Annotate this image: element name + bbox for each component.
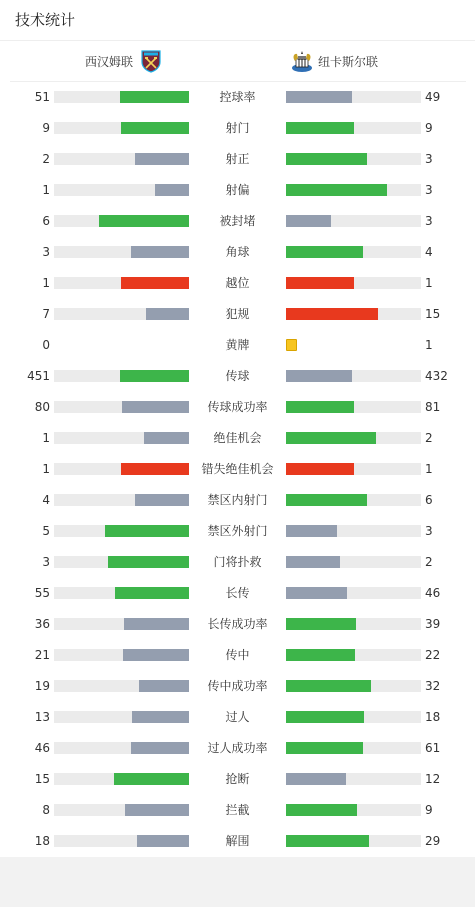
away-stat-value: 9 [425, 803, 433, 817]
away-stat-bar-fill [286, 215, 331, 227]
home-stat-bar [54, 556, 189, 568]
home-stat-bar [54, 215, 189, 227]
home-stat-bar [54, 432, 189, 444]
home-stat-bar [54, 649, 189, 661]
away-stat-value: 49 [425, 90, 441, 104]
away-stat-value: 1 [425, 276, 433, 290]
stat-label: 被封堵 [219, 214, 256, 228]
home-stat-bar-fill [105, 525, 189, 537]
stat-row [0, 368, 475, 384]
away-stat-bar [286, 494, 421, 506]
stat-label: 门将扑救 [213, 555, 262, 569]
away-stat-bar [286, 184, 421, 196]
away-stat-bar-fill [286, 153, 367, 165]
home-stat-bar [54, 122, 189, 134]
away-stat-bar-fill [286, 463, 354, 475]
away-stat-value: 3 [425, 183, 433, 197]
stat-row [0, 399, 475, 415]
away-team-name: 纽卡斯尔联 [318, 54, 379, 69]
home-stat-value: 5 [42, 524, 50, 538]
home-stat-bar-fill [99, 215, 189, 227]
stat-label: 过人成功率 [207, 741, 268, 755]
away-stat-value: 32 [425, 679, 441, 693]
stat-label: 传球成功率 [207, 400, 268, 414]
away-stat-bar [286, 432, 421, 444]
stat-row [0, 678, 475, 694]
home-stat-value: 19 [34, 679, 50, 693]
stat-label: 传球 [225, 369, 250, 383]
home-stat-bar [54, 401, 189, 413]
away-stat-bar [286, 122, 421, 134]
away-stat-value: 2 [425, 431, 433, 445]
home-stat-value: 1 [42, 276, 50, 290]
home-stat-bar-fill [115, 587, 189, 599]
stat-row [0, 306, 475, 322]
stat-row [0, 461, 475, 477]
away-stat-value: 12 [425, 772, 441, 786]
away-stat-value: 2 [425, 555, 433, 569]
away-stat-bar-fill [286, 618, 356, 630]
away-stat-bar [286, 618, 421, 630]
page-title: 技术统计 [15, 11, 76, 29]
away-stat-value: 4 [425, 245, 433, 259]
home-stat-bar [54, 587, 189, 599]
stat-label: 长传 [225, 586, 250, 600]
away-stat-bar-fill [286, 680, 371, 692]
stat-label: 射门 [225, 121, 250, 135]
home-stat-bar-fill [124, 618, 189, 630]
stat-label: 射正 [225, 152, 250, 166]
away-stat-value: 39 [425, 617, 441, 631]
home-stat-bar [54, 773, 189, 785]
away-stat-bar-fill [286, 184, 387, 196]
home-stat-bar-fill [125, 804, 189, 816]
away-stat-value: 1 [425, 338, 433, 352]
stat-label: 抢断 [225, 772, 250, 786]
home-stat-bar-fill [131, 742, 189, 754]
home-stat-bar [54, 370, 189, 382]
home-stat-value: 1 [42, 183, 50, 197]
home-stat-value: 7 [42, 307, 50, 321]
stat-label: 解围 [225, 834, 250, 848]
away-stat-bar-fill [286, 401, 354, 413]
stat-row [0, 213, 475, 229]
away-stat-bar-fill [286, 277, 354, 289]
home-stat-bar-fill [123, 649, 189, 661]
away-stat-bar [286, 91, 421, 103]
away-stat-bar-fill [286, 587, 347, 599]
stat-label: 长传成功率 [207, 617, 268, 631]
away-stat-bar-fill [286, 525, 337, 537]
away-stat-bar [286, 711, 421, 723]
home-stat-value: 21 [34, 648, 50, 662]
stat-row [0, 89, 475, 105]
home-stat-bar [54, 277, 189, 289]
away-stat-bar [286, 370, 421, 382]
away-stat-bar [286, 649, 421, 661]
home-stat-bar-fill [144, 432, 189, 444]
away-stat-bar [286, 742, 421, 754]
home-stat-bar-fill [131, 246, 189, 258]
stat-label: 黄牌 [225, 338, 250, 352]
home-stat-value: 3 [42, 555, 50, 569]
home-stat-bar [54, 153, 189, 165]
home-stat-bar [54, 835, 189, 847]
away-stat-bar [286, 835, 421, 847]
home-stat-value: 80 [34, 400, 50, 414]
home-stat-bar [54, 618, 189, 630]
home-stat-bar [54, 91, 189, 103]
away-stat-bar [286, 246, 421, 258]
away-stat-value: 61 [425, 741, 441, 755]
home-stat-bar [54, 246, 189, 258]
stat-row [0, 833, 475, 849]
away-stat-bar [286, 463, 421, 475]
home-stat-value: 6 [42, 214, 50, 228]
home-stat-bar-fill [135, 494, 189, 506]
home-stat-bar-fill [137, 835, 189, 847]
away-stat-bar-fill [286, 711, 364, 723]
stat-label: 传中 [225, 648, 250, 662]
stat-label: 拦截 [225, 803, 250, 817]
stat-row [0, 616, 475, 632]
away-stat-bar-fill [286, 742, 363, 754]
stat-row [0, 182, 475, 198]
stat-row [0, 120, 475, 136]
away-stat-bar-fill [286, 246, 363, 258]
home-stat-bar [54, 184, 189, 196]
home-stat-bar [54, 804, 189, 816]
away-stat-value: 3 [425, 152, 433, 166]
stat-label: 传中成功率 [207, 679, 268, 693]
home-team-name: 西汉姆联 [84, 54, 133, 69]
home-stat-value: 55 [34, 586, 50, 600]
stat-label: 绝佳机会 [213, 431, 262, 445]
home-stat-bar [54, 308, 189, 320]
away-stat-value: 1 [425, 462, 433, 476]
away-stat-value: 81 [425, 400, 441, 414]
stat-row [0, 244, 475, 260]
home-stat-value: 4 [42, 493, 50, 507]
away-stat-bar [286, 525, 421, 537]
home-team [85, 50, 163, 72]
home-stat-value: 1 [42, 462, 50, 476]
away-stat-bar [286, 804, 421, 816]
away-stat-bar [286, 153, 421, 165]
away-stat-value: 15 [425, 307, 441, 321]
away-stat-bar [286, 587, 421, 599]
away-stat-value: 432 [425, 369, 448, 383]
home-stat-bar-fill [132, 711, 189, 723]
away-stat-value: 29 [425, 834, 441, 848]
home-stat-bar [54, 463, 189, 475]
stat-label: 射偏 [225, 183, 250, 197]
home-stat-value: 15 [34, 772, 50, 786]
home-stat-bar-fill [135, 153, 189, 165]
away-stat-bar-fill [286, 91, 352, 103]
stat-label: 越位 [225, 276, 250, 290]
stat-row [0, 430, 475, 446]
yellow-card-icon [286, 339, 297, 351]
away-stat-value: 6 [425, 493, 433, 507]
stat-row [0, 492, 475, 508]
away-stat-bar [286, 401, 421, 413]
stat-label: 禁区内射门 [207, 493, 268, 507]
away-stat-bar [286, 215, 421, 227]
away-stat-bar-fill [286, 308, 378, 320]
away-stat-value: 46 [425, 586, 441, 600]
away-stat-value: 22 [425, 648, 441, 662]
home-stat-bar-fill [121, 463, 189, 475]
home-stat-bar [54, 525, 189, 537]
home-stat-bar-fill [120, 370, 189, 382]
stat-label: 角球 [225, 245, 250, 259]
away-stat-value: 3 [425, 214, 433, 228]
home-stat-value: 0 [42, 338, 50, 352]
home-stat-bar-fill [121, 277, 189, 289]
away-stat-bar [286, 308, 421, 320]
stat-label: 犯规 [225, 307, 250, 321]
stat-row [0, 554, 475, 570]
stat-row [0, 275, 475, 291]
away-stat-bar-fill [286, 556, 340, 568]
away-stat-bar [286, 680, 421, 692]
home-stat-value: 13 [34, 710, 50, 724]
stat-row [0, 337, 475, 353]
away-stat-bar [286, 773, 421, 785]
away-stat-bar-fill [286, 773, 346, 785]
away-stat-value: 9 [425, 121, 433, 135]
away-stat-bar-fill [286, 649, 355, 661]
stat-row [0, 709, 475, 725]
home-stat-value: 18 [34, 834, 50, 848]
home-stat-bar-fill [146, 308, 189, 320]
stat-row [0, 585, 475, 601]
away-stat-value: 18 [425, 710, 441, 724]
home-stat-value: 51 [34, 90, 50, 104]
stat-label: 禁区外射门 [207, 524, 268, 538]
home-stat-bar-fill [120, 91, 189, 103]
home-stat-bar [54, 742, 189, 754]
home-stat-bar [54, 494, 189, 506]
home-stat-bar-fill [108, 556, 189, 568]
home-stat-bar-fill [122, 401, 189, 413]
stat-label: 控球率 [219, 90, 256, 104]
home-stat-bar-fill [121, 122, 189, 134]
home-stat-bar [54, 711, 189, 723]
home-stat-value: 3 [42, 245, 50, 259]
home-stat-value: 46 [34, 741, 50, 755]
home-stat-value: 451 [27, 369, 50, 383]
away-team [290, 50, 378, 72]
away-stat-bar-fill [286, 432, 376, 444]
away-stat-bar-fill [286, 494, 367, 506]
stat-row [0, 740, 475, 756]
stat-label: 错失绝佳机会 [201, 462, 274, 476]
home-stat-value: 8 [42, 803, 50, 817]
away-stat-bar [286, 556, 421, 568]
header-divider [10, 81, 466, 82]
newcastle-crest-icon [290, 49, 314, 73]
stat-row [0, 647, 475, 663]
home-stat-value: 9 [42, 121, 50, 135]
stat-row [0, 151, 475, 167]
home-stat-bar-fill [139, 680, 189, 692]
home-stat-value: 1 [42, 431, 50, 445]
home-stat-bar-fill [155, 184, 189, 196]
away-stat-bar-fill [286, 804, 357, 816]
away-stat-bar [286, 277, 421, 289]
home-stat-bar [54, 680, 189, 692]
away-stat-value: 3 [425, 524, 433, 538]
away-stat-bar-fill [286, 122, 354, 134]
title-divider [0, 40, 475, 41]
home-stat-bar-fill [114, 773, 189, 785]
home-stat-value: 36 [34, 617, 50, 631]
away-stat-bar-fill [286, 370, 352, 382]
stat-row [0, 771, 475, 787]
stat-label: 过人 [225, 710, 250, 724]
west-ham-crest-icon [139, 49, 163, 73]
stat-row [0, 802, 475, 818]
away-stat-bar-fill [286, 835, 369, 847]
home-stat-value: 2 [42, 152, 50, 166]
stat-row [0, 523, 475, 539]
